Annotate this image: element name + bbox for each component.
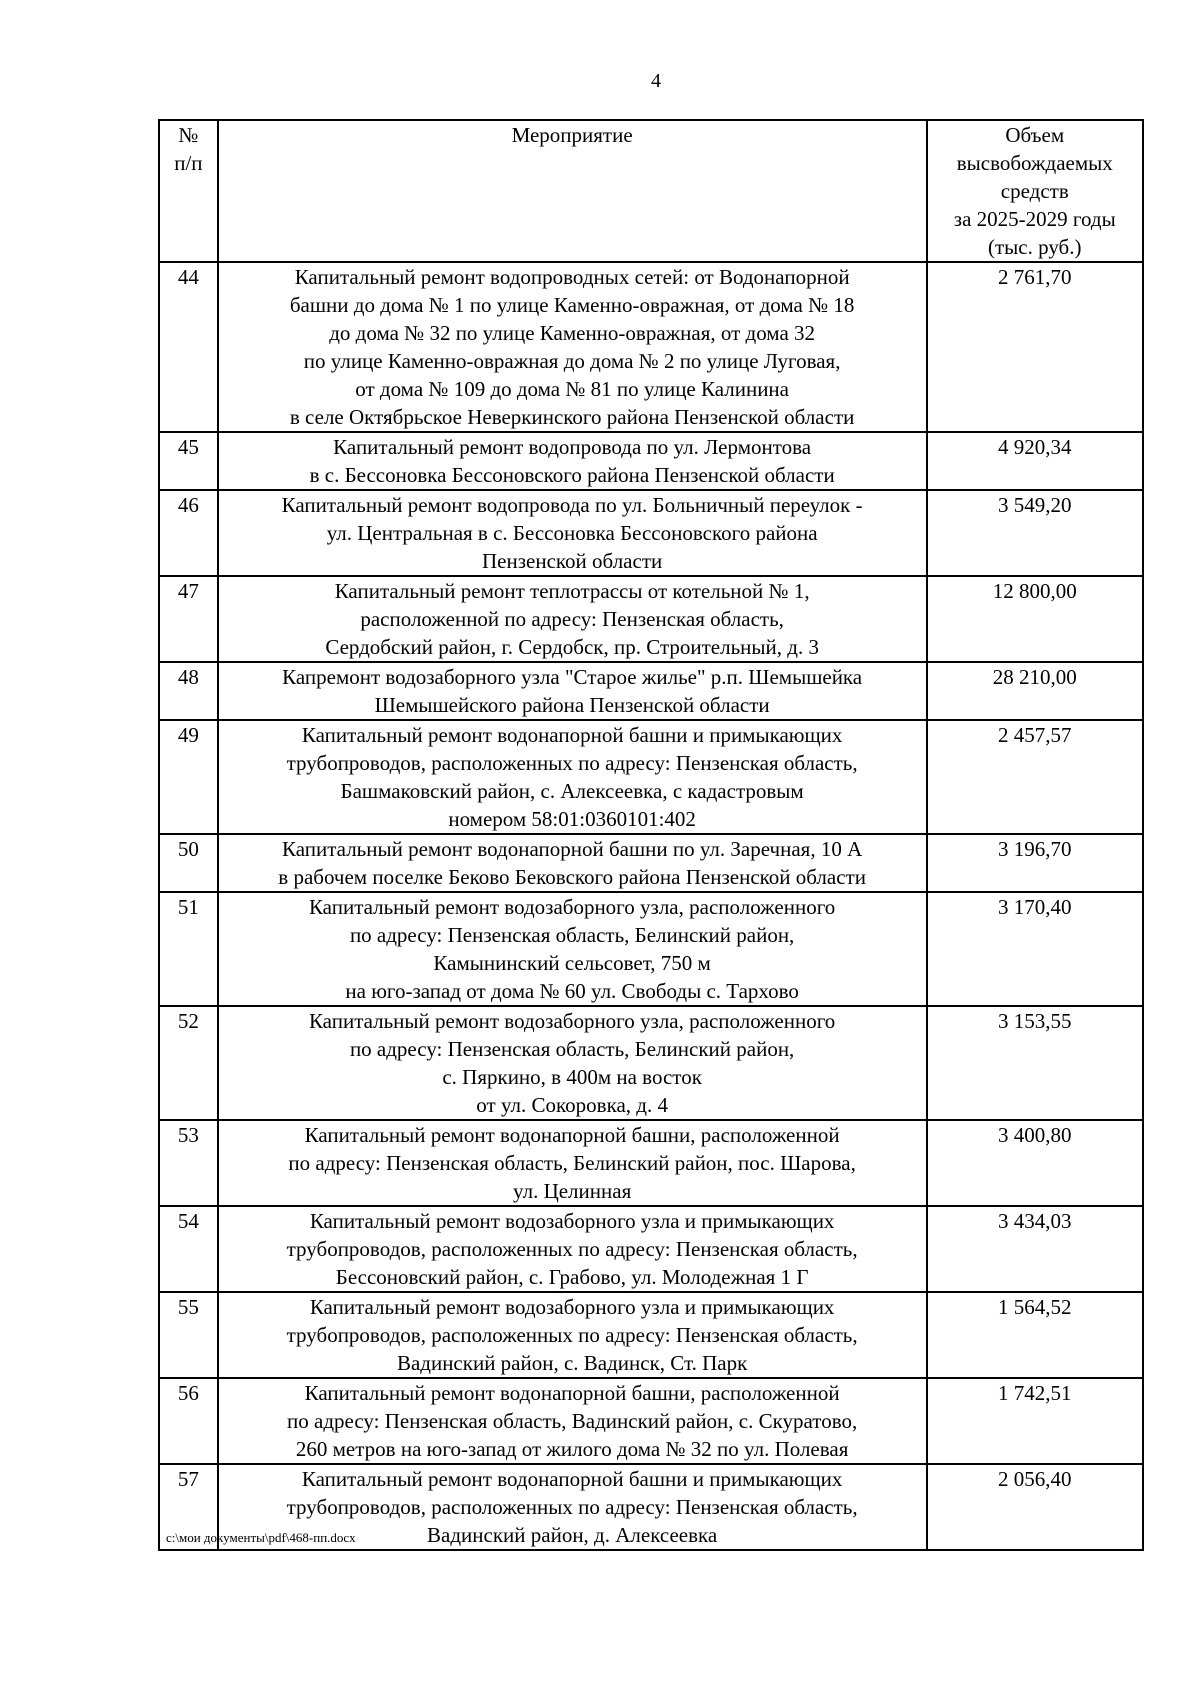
header-amount-line: Объем bbox=[1005, 123, 1065, 147]
row-number: 46 bbox=[159, 490, 218, 576]
event-line: до дома № 32 по улице Каменно-овражная, от дома 32 bbox=[329, 321, 816, 345]
header-num-line: № bbox=[178, 123, 199, 147]
event-line: расположенной по адресу: Пензенская область, bbox=[360, 607, 784, 631]
table-row bbox=[159, 720, 1143, 834]
row-amount: 3 400,80 bbox=[927, 1120, 1144, 1206]
table-row bbox=[159, 1378, 1143, 1464]
header-num-line: п/п bbox=[174, 151, 203, 175]
row-event bbox=[218, 432, 927, 490]
row-number: 45 bbox=[159, 432, 218, 490]
event-line: трубопроводов, расположенных по адресу: Пензенская область, bbox=[286, 1237, 858, 1261]
event-line: на юго-запад от дома № 60 ул. Свободы с. Тархово bbox=[345, 979, 799, 1003]
row-event bbox=[218, 892, 927, 1006]
header-amount-line: за 2025-2029 годы bbox=[953, 207, 1116, 231]
row-number: 51 bbox=[159, 892, 218, 1006]
table-row bbox=[159, 892, 1143, 1006]
event-line: Вадинский район, с. Вадинск, Ст. Парк bbox=[396, 1351, 748, 1375]
event-line: Капитальный ремонт водозаборного узла и примыкающих bbox=[309, 1209, 835, 1233]
row-number: 53 bbox=[159, 1120, 218, 1206]
event-line: Капитальный ремонт водонапорной башни по ул. Заречная, 10 А bbox=[282, 837, 863, 861]
event-line: от ул. Сокоровка, д. 4 bbox=[476, 1093, 668, 1117]
event-line: по улице Каменно-овражная до дома № 2 по улице Луговая, bbox=[303, 349, 841, 373]
page-number: 4 bbox=[651, 70, 661, 92]
row-amount: 2 761,70 bbox=[927, 262, 1144, 432]
event-line: Камынинский сельсовет, 750 м bbox=[433, 951, 711, 975]
table-row bbox=[159, 490, 1143, 576]
table-row bbox=[159, 1006, 1143, 1120]
event-line: ул. Центральная в с. Бессоновка Бессоновского района bbox=[326, 521, 818, 545]
header-event bbox=[218, 120, 927, 262]
event-line: трубопроводов, расположенных по адресу: Пензенская область, bbox=[286, 1323, 858, 1347]
table-row bbox=[159, 1206, 1143, 1292]
table-row bbox=[159, 1292, 1143, 1378]
row-event bbox=[218, 720, 927, 834]
event-line: Капитальный ремонт водонапорной башни и примыкающих bbox=[301, 723, 843, 747]
event-line: с. Пяркино, в 400м на восток bbox=[442, 1065, 702, 1089]
file-path-footer: c:\мои документы\pdf\468-пп.docx bbox=[166, 1530, 356, 1545]
row-amount: 3 153,55 bbox=[927, 1006, 1144, 1120]
row-number: 55 bbox=[159, 1292, 218, 1378]
header-amount-line: высвобождаемых bbox=[956, 151, 1113, 175]
row-event bbox=[218, 1120, 927, 1206]
row-amount: 1 742,51 bbox=[927, 1378, 1144, 1464]
event-line: Бессоновский район, с. Грабово, ул. Молодежная 1 Г bbox=[335, 1265, 809, 1289]
event-line: по адресу: Пензенская область, Белинский район, bbox=[349, 923, 795, 947]
row-event bbox=[218, 834, 927, 892]
event-line: башни до дома № 1 по улице Каменно-овражная, от дома № 18 bbox=[289, 293, 855, 317]
event-line: Капитальный ремонт водозаборного узла и примыкающих bbox=[309, 1295, 835, 1319]
row-event bbox=[218, 576, 927, 662]
row-number: 56 bbox=[159, 1378, 218, 1464]
row-number: 57 bbox=[159, 1464, 218, 1550]
event-line: Вадинский район, д. Алексеевка bbox=[427, 1523, 718, 1547]
row-number: 48 bbox=[159, 662, 218, 720]
event-line: трубопроводов, расположенных по адресу: Пензенская область, bbox=[286, 1495, 858, 1519]
row-event bbox=[218, 262, 927, 432]
header-num bbox=[159, 120, 218, 262]
event-line: Шемышейского района Пензенской области bbox=[374, 693, 770, 717]
row-event bbox=[218, 1292, 927, 1378]
row-amount: 12 800,00 bbox=[927, 576, 1144, 662]
event-line: Капитальный ремонт водопроводных сетей: от Водонапорной bbox=[294, 265, 850, 289]
event-line: 260 метров на юго-запад от жилого дома № 32 по ул. Полевая bbox=[295, 1437, 849, 1461]
event-line: Капитальный ремонт водонапорной башни и примыкающих bbox=[301, 1467, 843, 1491]
header-amount bbox=[927, 120, 1144, 262]
event-line: по адресу: Пензенская область, Вадинский район, с. Скуратово, bbox=[287, 1409, 858, 1433]
row-amount: 2 056,40 bbox=[927, 1464, 1144, 1550]
event-line: Пензенской области bbox=[482, 549, 663, 573]
row-amount: 3 434,03 bbox=[927, 1206, 1144, 1292]
row-event bbox=[218, 490, 927, 576]
event-line: трубопроводов, расположенных по адресу: Пензенская область, bbox=[286, 751, 858, 775]
table-row bbox=[159, 262, 1143, 432]
event-line: номером 58:01:0360101:402 bbox=[448, 807, 696, 831]
row-event bbox=[218, 1206, 927, 1292]
header-amount-line: (тыс. руб.) bbox=[988, 235, 1082, 259]
row-number: 49 bbox=[159, 720, 218, 834]
event-line: от дома № 109 до дома № 81 по улице Калинина bbox=[355, 377, 789, 401]
row-event bbox=[218, 1378, 927, 1464]
header-event-line: Мероприятие bbox=[511, 123, 633, 147]
event-line: Капитальный ремонт водонапорной башни, расположенной bbox=[304, 1381, 840, 1405]
event-line: Капитальный ремонт водонапорной башни, расположенной bbox=[304, 1123, 840, 1147]
row-number: 50 bbox=[159, 834, 218, 892]
event-line: Капитальный ремонт теплотрассы от котельной № 1, bbox=[334, 579, 810, 603]
table-row bbox=[159, 662, 1143, 720]
header-amount-line: средств bbox=[1000, 179, 1069, 203]
row-event bbox=[218, 1006, 927, 1120]
event-line: в селе Октябрьское Неверкинского района Пензенской области bbox=[289, 405, 855, 429]
event-line: Капитальный ремонт водопровода по ул. Больничный переулок - bbox=[281, 493, 863, 517]
event-line: по адресу: Пензенская область, Белинский район, bbox=[349, 1037, 795, 1061]
event-line: Капитальный ремонт водозаборного узла, расположенного bbox=[308, 895, 836, 919]
row-amount: 28 210,00 bbox=[927, 662, 1144, 720]
events-table bbox=[158, 119, 1144, 1551]
event-line: по адресу: Пензенская область, Белинский район, пос. Шарова, bbox=[288, 1151, 856, 1175]
row-number: 44 bbox=[159, 262, 218, 432]
event-line: в с. Бессоновка Бессоновского района Пензенской области bbox=[309, 463, 835, 487]
row-amount: 3 170,40 bbox=[927, 892, 1144, 1006]
row-event bbox=[218, 662, 927, 720]
row-amount: 3 549,20 bbox=[927, 490, 1144, 576]
table-row bbox=[159, 576, 1143, 662]
event-line: ул. Целинная bbox=[513, 1179, 632, 1203]
event-line: Капитальный ремонт водопровода по ул. Лермонтова bbox=[333, 435, 812, 459]
row-number: 52 bbox=[159, 1006, 218, 1120]
event-line: Башмаковский район, с. Алексеевка, с кадастровым bbox=[340, 779, 804, 803]
row-amount: 2 457,57 bbox=[927, 720, 1144, 834]
row-amount: 1 564,52 bbox=[927, 1292, 1144, 1378]
row-amount: 3 196,70 bbox=[927, 834, 1144, 892]
row-amount: 4 920,34 bbox=[927, 432, 1144, 490]
table-row bbox=[159, 1120, 1143, 1206]
event-line: Сердобский район, г. Сердобск, пр. Строительный, д. 3 bbox=[325, 635, 819, 659]
event-line: Капремонт водозаборного узла "Старое жилье" р.п. Шемышейка bbox=[282, 665, 863, 689]
event-line: в рабочем поселке Беково Бековского района Пензенской области bbox=[278, 865, 866, 889]
event-line: Капитальный ремонт водозаборного узла, расположенного bbox=[308, 1009, 836, 1033]
row-number: 47 bbox=[159, 576, 218, 662]
table-row bbox=[159, 834, 1143, 892]
table-row bbox=[159, 432, 1143, 490]
table-header-row bbox=[159, 120, 1143, 262]
row-number: 54 bbox=[159, 1206, 218, 1292]
